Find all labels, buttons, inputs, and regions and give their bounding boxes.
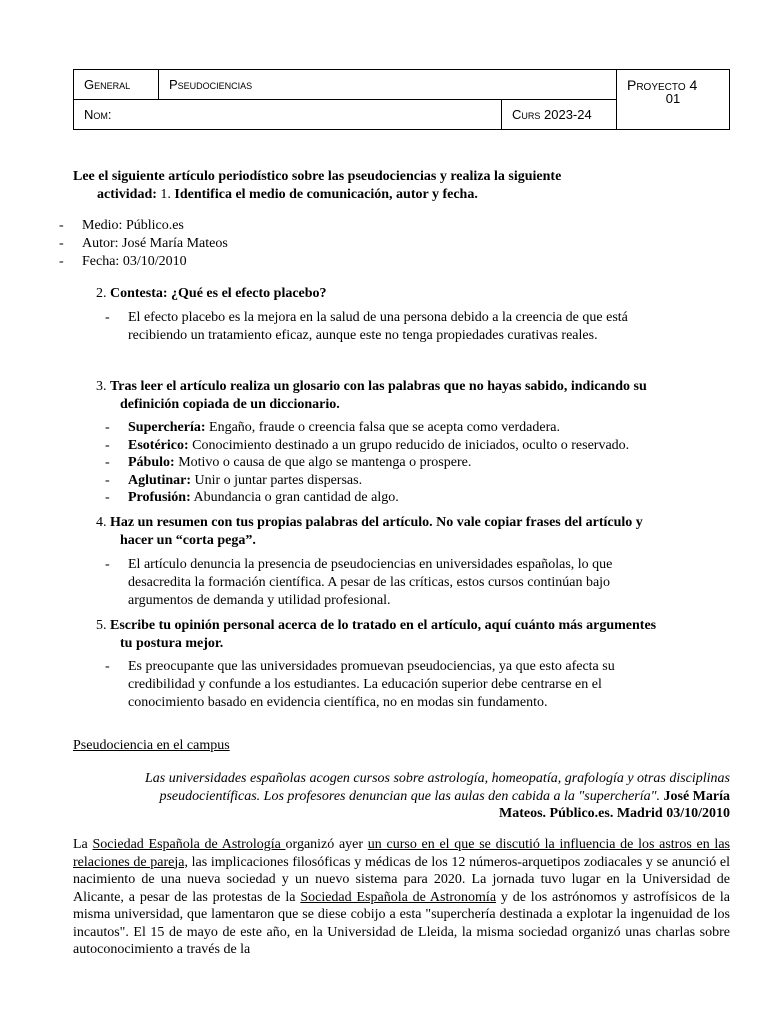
list-item: - Autor: José María Mateos: [59, 236, 228, 251]
header-table: [73, 69, 730, 130]
question-5-line-2: tu postura mejor.: [120, 636, 224, 651]
link-sociedad-astronomia[interactable]: Sociedad Española de Astronomía: [300, 889, 497, 905]
answer-4-line-3: argumentos de demanda y utilidad profesional.: [128, 593, 391, 608]
question-3-line-2: definición copiada de un diccionario.: [120, 397, 340, 412]
glossary-item: - Pábulo: Motivo o causa de que algo se mantenga o prospere.: [105, 455, 472, 470]
answer-4-line-1: - El artículo denuncia la presencia de pseudociencias en universidades españolas, lo que: [105, 557, 613, 572]
answer-2-line-1: - El efecto placebo es la mejora en la salud de una persona debido a la creencia de que está: [105, 310, 628, 325]
question-4-line-2: hacer un “corta pega”.: [120, 533, 256, 548]
header-name-label: Nom:: [74, 100, 502, 130]
answer-5-line-1: - Es preocupante que las universidades promuevan pseudociencias, ya que esto afecta su: [105, 659, 615, 674]
header-course: Curs 2023-24: [502, 100, 617, 130]
glossary-item: - Profusión: Abundancia o gran cantidad de algo.: [105, 490, 399, 505]
intro-line-1: Lee el siguiente artículo periodístico sobre las pseudociencias y realiza la siguiente: [73, 169, 562, 184]
header-project: Proyecto 4: [617, 70, 730, 100]
answer-5-line-3: conocimiento basado en evidencia científica, no en modas sin fundamento.: [128, 695, 548, 710]
article-title: Pseudociencia en el campus: [73, 738, 230, 753]
question-3-line-1: 3. Tras leer el artículo realiza un glosario con las palabras que no hayas sabido, indicando su: [96, 379, 647, 394]
list-item: - Fecha: 03/10/2010: [59, 254, 187, 269]
link-sociedad-astrologia[interactable]: Sociedad Española de Astrología: [92, 837, 286, 852]
article-lead: Las universidades españolas acogen cursos sobre astrología, homeopatía, grafología y otras disciplinas pseudocientíficas. Los profesores denuncian que las aulas den cabida a la "superchería". José María Mateos. Público.es. Madrid 03/10/2010: [144, 771, 730, 821]
question-4-line-1: 4. Haz un resumen con tus propias palabras del artículo. No vale copiar frases del artículo y: [96, 515, 643, 530]
glossary-item: - Superchería: Engaño, fraude o creencia falsa que se acepta como verdadera.: [105, 420, 560, 435]
link-curso-astros[interactable]: un curso en el que se discutió la influencia de los astros en las relaciones de pareja,: [73, 837, 730, 870]
list-item: - Medio: Público.es: [59, 218, 184, 233]
glossary-item: - Esotérico: Conocimiento destinado a un grupo reducido de iniciados, oculto o reservado.: [105, 438, 630, 453]
answer-5-line-2: credibilidad y confunde a los estudiantes. La educación superior debe centrarse en el: [128, 677, 602, 692]
article-body: La Sociedad Española de Astrología organizó ayer un curso en el que se discutió la influencia de los astros en las relaciones de pareja, las implicaciones filosóficas y médicas de los 12 números-arquetipos zodiacales y se anunció el nacimiento de una nueva sociedad y un nuevo sistema para 2020. La jornada tuvo lugar en la Universidad de Alicante, a pesar de las protestas de la Sociedad Española de Astronomía y de los astrónomos y astrofísicos de la misma universidad, que lamentaron que se diese cobijo a esta "superchería destinada a explotar la ingenuidad de los incautos". El 15 de mayo de este año, en la Universidad de Lleida, la misma sociedad organizó unas charlas sobre autoconocimiento a través de la: [73, 837, 731, 957]
question-2: 2. Contesta: ¿Qué es el efecto placebo?: [96, 286, 327, 301]
question-5-line-1: 5. Escribe tu opinión personal acerca de lo tratado en el artículo, aquí cuánto más argumentes: [96, 618, 657, 633]
header-general: General: [74, 70, 159, 100]
answer-2-line-2: recibiendo un tratamiento eficaz, aunque este no tenga propiedades curativas reales.: [128, 328, 598, 343]
answer-4-line-2: desacredita la formación científica. A pesar de las críticas, estos cursos continúan bajo: [128, 575, 611, 590]
glossary-item: - Aglutinar: Unir o juntar partes dispersas.: [105, 473, 363, 488]
intro-line-2: actividad: 1. Identifica el medio de comunicación, autor y fecha.: [97, 187, 478, 202]
header-project-number: 01: [617, 100, 730, 130]
header-subject: Pseudociencias: [159, 70, 617, 100]
